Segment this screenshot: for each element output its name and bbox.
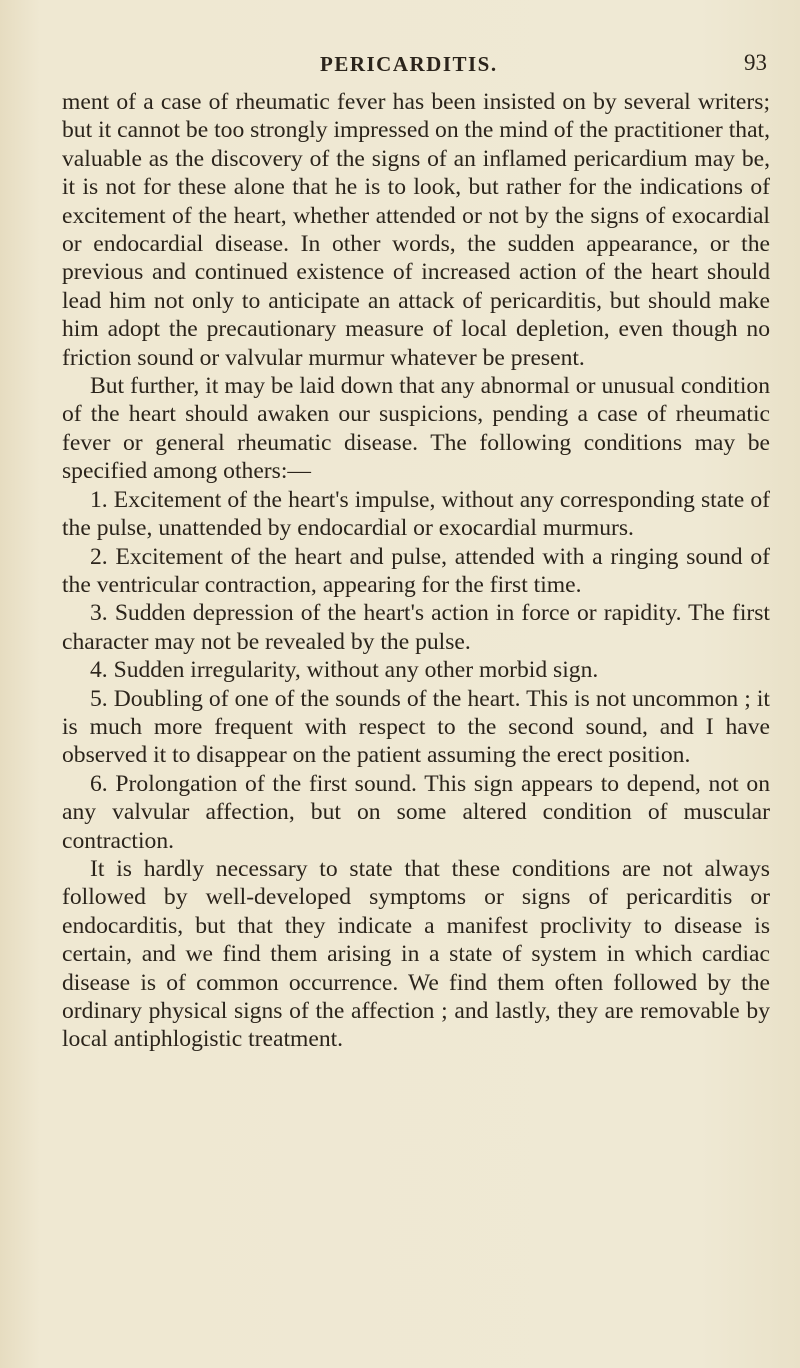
body-text	[62, 88, 770, 1054]
paragraph-continuation: ment of a case of rheumatic fever has been insisted on by several writers; but it cannot be too strongly impressed on the mind of the practitioner that, valuable as the discovery of the signs of an inflamed pericardium may be, it is not for these alone that he is to look, but rather for the indications of excitement of the heart, whether attended or not by the signs of exocardial or endocardial disease. In other words, the sudden appearance, or the previous and continued existence of increased action of the heart should lead him not only to anticipate an attack of pericarditis, but should make him adopt the precautionary measure of local depletion, even though no friction sound or valvular murmur whatever be present.	[62, 89, 770, 371]
list-item-2: 2. Excitement of the heart and pulse, attended with a ringing sound of the ventricular contraction, appearing for the first time.	[62, 543, 770, 598]
paragraph-abnormal-conditions: But further, it may be laid down that any abnormal or unusual condition of the heart should awaken our suspicions, pending a case of rheumatic fever or general rheumatic disease. The following conditions may be specified among others:—	[62, 373, 770, 485]
list-item-5: 5. Doubling of one of the sounds of the heart. This is not uncommon ; it is much more frequent with respect to the second sound, and I have observed it to disappear on the patient assuming the erect position.	[62, 685, 770, 769]
page-header	[0, 52, 800, 82]
page-number: 93	[744, 50, 767, 75]
list-item-6: 6. Prolongation of the first sound. This sign appears to depend, not on any valvular affection, but on some altered condition of muscular contraction.	[62, 770, 770, 854]
list-item-4: 4. Sudden irregularity, without any other morbid sign.	[90, 657, 599, 684]
paragraph-conclusion: It is hardly necessary to state that these conditions are not always followed by well-developed symptoms or signs of pericarditis or endocarditis, but that they indicate a manifest proclivity to disease is certain, and we find them arising in a state of system in which cardiac disease is of common occurrence. We find them often followed by the ordinary physical signs of the affection ; and lastly, they are removable by local antiphlogistic treatment.	[62, 855, 770, 1053]
running-head: PERICARDITIS.	[320, 52, 498, 76]
list-item-3: 3. Sudden depression of the heart's action in force or rapidity. The first character may not be revealed by the pulse.	[62, 600, 770, 655]
list-item-1: 1. Excitement of the heart's impulse, without any corresponding state of the pulse, unattended by endocardial or exocardial murmurs.	[62, 486, 770, 542]
